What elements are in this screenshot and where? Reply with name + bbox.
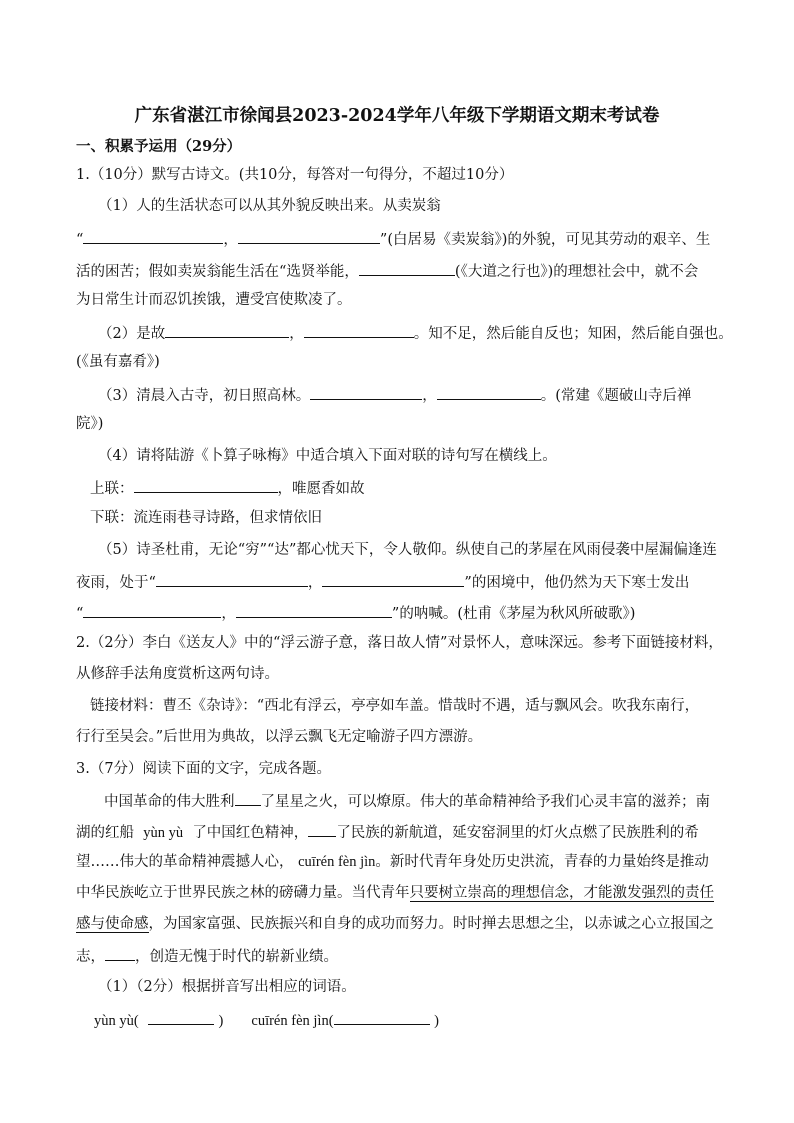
- question-2-heading: 2.（2分）李白《送友人》中的“浮云游子意，落日故人情”对景怀人，意味深远。参考下面链接材料，: [76, 635, 723, 651]
- answer-blank[interactable]: [310, 384, 422, 400]
- answer-blank[interactable]: [238, 228, 380, 244]
- answer-blank[interactable]: [235, 790, 261, 806]
- section-heading: 一、积累予运用（29分）: [76, 138, 242, 155]
- answer-blank[interactable]: [304, 322, 414, 338]
- link-material-continued: 行行至吴会。”后世用为典故，以浮云飘飞无定喻游子四方漂游。: [76, 729, 483, 745]
- question-1-heading: 1.（10分）默写古诗文。(共10分，每答对一句得分，不超过10分）: [76, 167, 514, 183]
- answer-blank[interactable]: [236, 602, 392, 618]
- question-1-part-5: （5）诗圣杜甫，无论“穷”“达”都心忧天下，令人敬仰。纵使自己的茅屋在风雨侵袭中屋漏偏逢连: [98, 542, 717, 558]
- answer-blank[interactable]: [165, 322, 289, 338]
- question-1-part-1-blanks: “ ， ”(白居易《卖炭翁》)的外貌，可见其劳动的艰辛、生: [76, 228, 730, 250]
- question-3-heading: 3.（7分）阅读下面的文字，完成各题。: [76, 761, 332, 777]
- question-3-sub-1: （1）（2分）根据拼音写出相应的词语。: [98, 979, 356, 995]
- question-1-part-1-continued: 活的困苦；假如卖炭翁能生活在“选贤举能， (《大道之行也》)的理想社会中，就不会: [76, 260, 730, 282]
- question-1-part-5-blanks-1: 夜雨，处于“ ， ”的困境中，他仍然为天下寒士发出: [76, 571, 730, 593]
- answer-blank[interactable]: [359, 260, 455, 276]
- question-1-part-2-source: (《虽有嘉肴》): [76, 354, 160, 370]
- pinyin-answers: yùn yù( ) cuīrén fèn jìn( ): [94, 1009, 730, 1031]
- passage-line-5: 感与使命感，为国家富强、民族振兴和自身的成功而努力。时时掸去思想之尘，以赤诚之心立报国之: [76, 916, 714, 932]
- passage-line-6: 志， ，创造无愧于时代的崭新业绩。: [76, 945, 730, 967]
- couplet-lower: 下联：流连雨巷寻诗路，但求情依旧: [90, 510, 322, 526]
- answer-blank[interactable]: [156, 571, 308, 587]
- question-1-part-3: （3）清晨入古寺，初日照高林。 ， 。(常建《题破山寺后禅: [98, 384, 730, 406]
- question-1-part-2: （2）是故 ， 。知不足，然后能自反也；知困，然后能自强也。: [98, 322, 730, 344]
- question-1-part-1-end: 为日常生计而忍饥挨饿，遭受宫使欺凌了。: [76, 292, 352, 308]
- answer-blank[interactable]: [83, 602, 221, 618]
- question-2-text: 从修辞手法角度赏析这两句诗。: [76, 666, 279, 682]
- question-1-part-5-blanks-2: “ ， ”的呐喊。(杜甫《茅屋为秋风所破歌》): [76, 602, 730, 624]
- answer-blank[interactable]: [334, 1009, 430, 1025]
- question-1-part-3-source: 院》): [76, 416, 104, 432]
- answer-blank[interactable]: [134, 477, 278, 493]
- underlined-sentence: 感与使命感: [76, 916, 149, 932]
- passage-line-4: 中华民族屹立于世界民族之林的磅礴力量。当代青年只要树立崇高的理想信念，才能激发强烈的责任: [76, 885, 714, 901]
- question-1-part-1-prompt: （1）人的生活状态可以从其外貌反映出来。从卖炭翁: [98, 198, 441, 214]
- question-1-part-4: （4）请将陆游《卜算子咏梅》中适合填入下面对联的诗句写在横线上。: [98, 448, 557, 464]
- link-material: 链接材料：曹丕《杂诗》：“西北有浮云，亭亭如车盖。惜哉时不遇，适与飘风会。吹我东南行，: [90, 698, 700, 714]
- answer-blank[interactable]: [308, 821, 336, 837]
- answer-blank[interactable]: [105, 945, 135, 961]
- passage-line-2: 湖的红船 yùn yù 了中国红色精神， 了民族的新航道，延安窑洞里的灯火点燃了民族胜利的希: [76, 821, 730, 843]
- answer-blank[interactable]: [322, 571, 464, 587]
- answer-blank[interactable]: [437, 384, 541, 400]
- underlined-sentence: 只要树立崇高的理想信念，才能激发强烈的责任: [409, 885, 714, 901]
- page-title: 广东省湛江市徐闻县2023-2024学年八年级下学期语文期末考试卷: [134, 106, 660, 126]
- passage-line-3: 望……伟大的革命精神震撼人心， cuīrén fèn jìn。新时代青年身处历史洪流，青春的力量始终是推动: [76, 854, 709, 870]
- answer-blank[interactable]: [83, 228, 223, 244]
- couplet-upper: 上联： ，唯愿香如故: [90, 477, 730, 499]
- passage-line-1: 中国革命的伟大胜利 了星星之火，可以燎原。伟大的革命精神给予我们心灵丰富的滋养；南: [104, 790, 730, 812]
- answer-blank[interactable]: [148, 1009, 214, 1025]
